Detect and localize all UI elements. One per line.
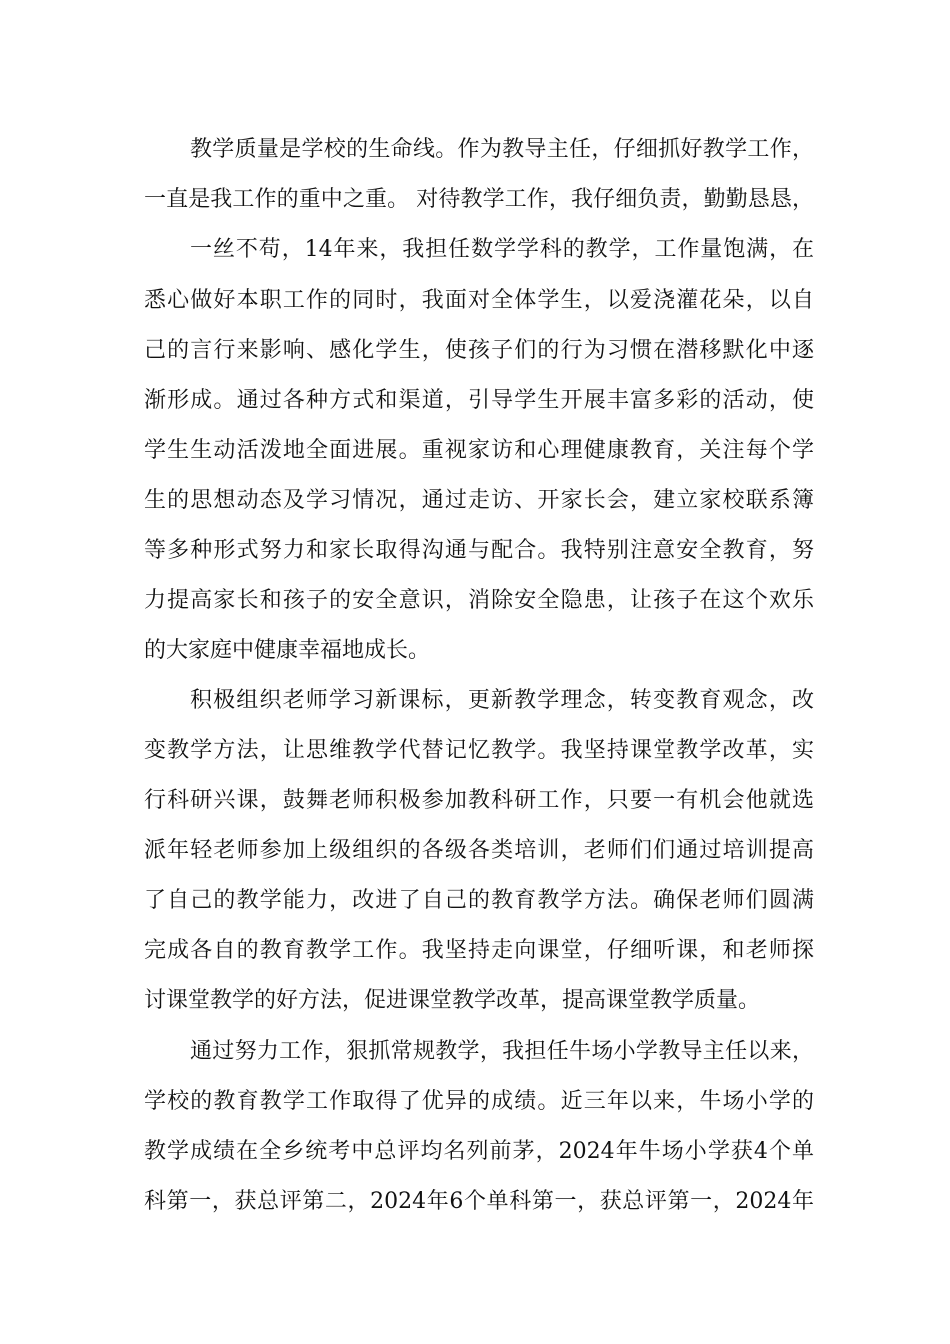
paragraph-4-line-2: 学校的教育教学工作取得了优异的成绩。近三年以来，牛场小学的 (144, 1089, 814, 1114)
paragraph-3-line-6: 完成各自的教育教学工作。我坚持走向课堂，仔细听课，和老师探 (144, 938, 814, 963)
paragraph-4-line-3: 教学成绩在全乡统考中总评均名列前茅，2024年牛场小学获4个单 (144, 1139, 814, 1164)
paragraph-2-line-4: 渐形成。通过各种方式和渠道，引导学生开展丰富多彩的活动，使 (144, 388, 814, 413)
paragraph-3-line-5: 了自己的教学能力，改进了自己的教育教学方法。确保老师们圆满 (144, 888, 814, 913)
paragraph-3-line-7: 讨课堂教学的好方法，促进课堂教学改革，提高课堂教学质量。 (144, 988, 761, 1013)
paragraph-2-line-6: 生的思想动态及学习情况，通过走访、开家长会，建立家校联系簿 (144, 488, 814, 513)
paragraph-2-line-2: 悉心做好本职工作的同时，我面对全体学生，以爱浇灌花朵，以自 (144, 288, 814, 313)
paragraph-2-line-8: 力提高家长和孩子的安全意识，消除安全隐患，让孩子在这个欢乐 (144, 588, 814, 613)
paragraph-3-line-4: 派年轻老师参加上级组织的各级各类培训，老师们们通过培训提高 (144, 838, 814, 863)
paragraph-1-line-2: 一直是我工作的重中之重。 对待教学工作，我仔细负责，勤勤恳恳， (144, 187, 814, 212)
paragraph-2-line-7: 等多种形式努力和家长取得沟通与配合。我特别注意安全教育，努 (144, 538, 814, 563)
paragraph-1-line-1: 教学质量是学校的生命线。作为教导主任，仔细抓好教学工作， (190, 137, 814, 162)
paragraph-3-line-3: 行科研兴课，鼓舞老师积极参加教科研工作，只要一有机会他就选 (144, 788, 814, 813)
paragraph-3-line-1: 积极组织老师学习新课标，更新教学理念，转变教育观念，改 (190, 688, 814, 713)
paragraph-2-line-1: 一丝不苟，14年来，我担任数学学科的教学，工作量饱满，在 (190, 237, 814, 262)
paragraph-2-line-3: 己的言行来影响、感化学生，使孩子们的行为习惯在潜移默化中逐 (144, 338, 814, 363)
paragraph-4-line-1: 通过努力工作，狠抓常规教学，我担任牛场小学教导主任以来， (190, 1039, 814, 1064)
paragraph-3-line-2: 变教学方法，让思维教学代替记忆教学。我坚持课堂教学改革，实 (144, 738, 814, 763)
paragraph-4-line-4: 科第一，获总评第二，2024年6个单科第一，获总评第一，2024年 (144, 1189, 814, 1214)
paragraph-2-line-9: 的大家庭中健康幸福地成长。 (144, 638, 431, 663)
paragraph-2-line-5: 学生生动活泼地全面进展。重视家访和心理健康教育，关注每个学 (144, 438, 814, 463)
